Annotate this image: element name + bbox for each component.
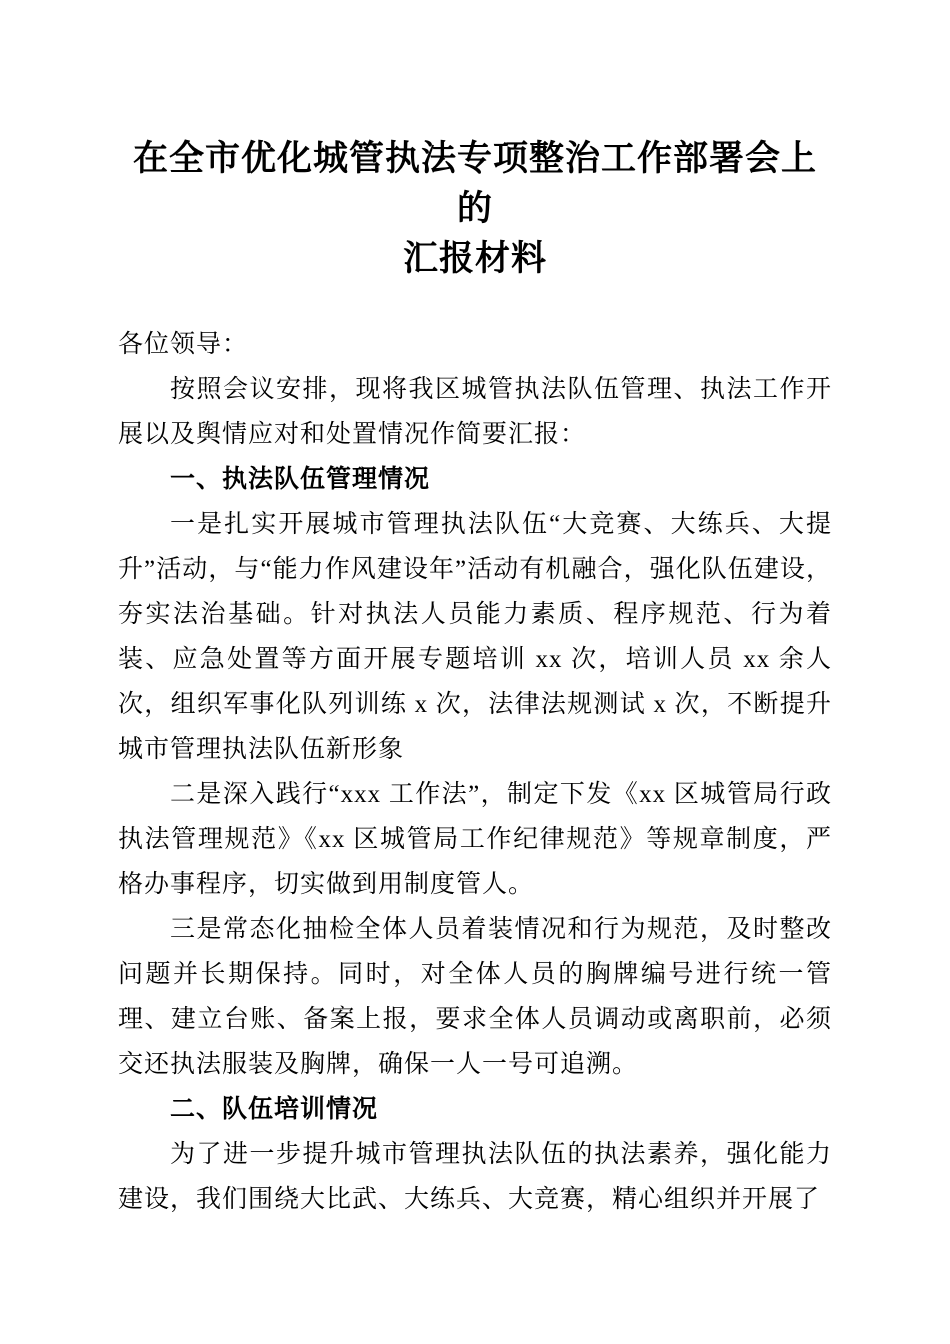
section1-paragraph-1: 一是扎实开展城市管理执法队伍“大竞赛、大练兵、大提升”活动，与“能力作风建设年”活动有机融合，强化队伍建设，夯实法治基础。针对执法人员能力素质、程序规范、行为着装、应急处置等方面开展专题培训 xx 次，培训人员 xx 余人次，组织军事化队列训练 x 次，法律法规测试 x 次，不断提升城市管理执法队伍新形象 xyxy=(118,511,832,763)
document-title xyxy=(118,134,832,284)
document-title-line-1: 在全市优化城管执法专项整治工作部署会上的 xyxy=(132,139,817,228)
document-body xyxy=(118,322,832,1222)
intro-paragraph: 按照会议安排，现将我区城管执法队伍管理、执法工作开展以及舆情应对和处置情况作简要汇报： xyxy=(118,376,832,448)
section-heading-1: 一、执法队伍管理情况 xyxy=(170,465,431,493)
salutation: 各位领导： xyxy=(118,331,249,358)
section-heading-2: 二、队伍培训情况 xyxy=(170,1095,379,1123)
section2-paragraph-1: 为了进一步提升城市管理执法队伍的执法素养，强化能力建设，我们围绕大比武、大练兵、大竞赛，精心组织并开展了 xyxy=(118,1141,832,1213)
section1-paragraph-3: 三是常态化抽检全体人员着装情况和行为规范，及时整改问题并长期保持。同时，对全体人员的胸牌编号进行统一管理、建立台账、备案上报，要求全体人员调动或离职前，必须交还执法服装及胸牌，确保一人一号可追溯。 xyxy=(118,916,832,1078)
document-title-line-2: 汇报材料 xyxy=(402,239,547,278)
section1-paragraph-2: 二是深入践行“xxx 工作法”，制定下发《xx 区城管局行政执法管理规范》《xx 区城管局工作纪律规范》等规章制度，严格办事程序，切实做到用制度管人。 xyxy=(118,781,832,898)
